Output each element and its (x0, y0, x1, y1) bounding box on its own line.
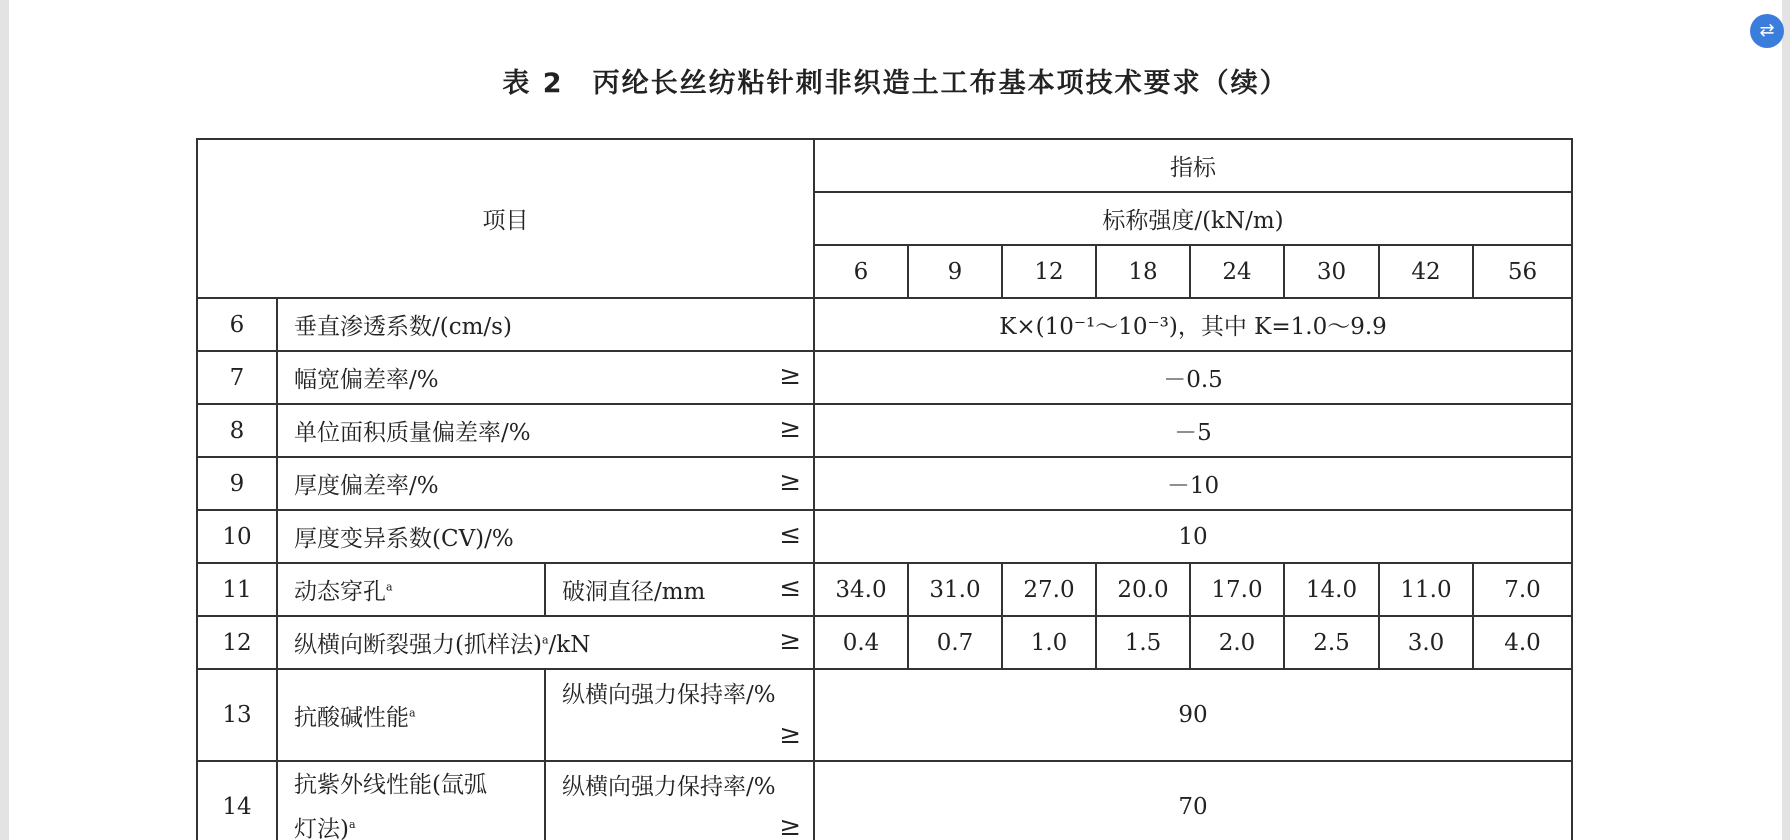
strength-value: 9 (908, 245, 1002, 298)
table-row (197, 616, 1572, 669)
table-row (197, 404, 1572, 457)
item-cell (277, 351, 814, 404)
footnote-mark: a (348, 817, 356, 831)
value-cell: 7.0 (1473, 563, 1572, 616)
item-name: 动态穿孔 (294, 579, 386, 605)
item-name: 抗酸碱性能 (294, 704, 409, 731)
table-row (197, 510, 1572, 563)
item-cell (277, 669, 545, 761)
inequality-sign: ≥ (779, 812, 801, 840)
sub-item-cell (545, 761, 814, 840)
value-cell: 34.0 (814, 563, 908, 616)
table-row (197, 457, 1572, 510)
row-value: －5 (814, 404, 1572, 457)
item-name: 垂直渗透系数/(cm/s) (277, 298, 814, 351)
item-cell (277, 457, 814, 510)
row-number: 10 (197, 510, 277, 563)
strength-value: 30 (1284, 245, 1379, 298)
row-number: 14 (197, 761, 277, 840)
strength-value: 12 (1002, 245, 1096, 298)
strength-value: 24 (1190, 245, 1284, 298)
row-number: 7 (197, 351, 277, 404)
value-cell: 1.0 (1002, 616, 1096, 669)
footnote-mark: a (386, 580, 393, 594)
inequality-sign: ≥ (779, 361, 801, 391)
item-cell (277, 510, 814, 563)
item-name: 纵横向断裂强力(抓样法) (294, 632, 542, 658)
strength-value: 56 (1473, 245, 1572, 298)
sub-item-name: 破洞直径/mm (562, 579, 706, 605)
row-number: 6 (197, 298, 277, 351)
sub-item-name: 纵横向强力保持率/% (562, 774, 776, 800)
item-cell (277, 563, 545, 616)
row-number: 12 (197, 616, 277, 669)
header-row (197, 139, 1572, 192)
strength-header: 标称强度/(kN/m) (814, 192, 1572, 245)
value-cell: 14.0 (1284, 563, 1379, 616)
item-unit: /kN (548, 632, 591, 658)
value-cell: 0.4 (814, 616, 908, 669)
inequality-line (562, 807, 813, 840)
table-row (197, 669, 1572, 761)
table-row (197, 298, 1572, 351)
value-cell: 3.0 (1379, 616, 1473, 669)
spec-table (196, 138, 1573, 840)
value-cell: 20.0 (1096, 563, 1190, 616)
table-title: 表 2 丙纶长丝纺粘针刺非织造土工布基本项技术要求（续） (502, 68, 1289, 99)
value-cell: 2.5 (1284, 616, 1379, 669)
value-cell: 2.0 (1190, 616, 1284, 669)
value-cell: 17.0 (1190, 563, 1284, 616)
item-cell (277, 404, 814, 457)
item-header: 项目 (197, 139, 814, 298)
strength-value: 18 (1096, 245, 1190, 298)
inequality-line (562, 715, 813, 755)
inequality-sign: ≥ (779, 626, 801, 656)
inequality-sign: ≥ (779, 467, 801, 497)
item-name: 抗紫外线性能(氙弧 (294, 771, 487, 798)
value-cell: 1.5 (1096, 616, 1190, 669)
row-number: 11 (197, 563, 277, 616)
row-number: 8 (197, 404, 277, 457)
value-cell: 27.0 (1002, 563, 1096, 616)
strength-value: 42 (1379, 245, 1473, 298)
inequality-sign: ≥ (779, 414, 801, 444)
value-cell: 31.0 (908, 563, 1002, 616)
table-row (197, 351, 1572, 404)
item-name: 厚度变异系数(CV)/% (294, 526, 514, 552)
table-row (197, 563, 1572, 616)
row-value: －10 (814, 457, 1572, 510)
inequality-sign: ≥ (779, 720, 801, 750)
sub-item-cell (545, 563, 814, 616)
table-row (197, 761, 1572, 840)
row-value: K×(10⁻¹～10⁻³)，其中 K=1.0～9.9 (814, 298, 1572, 351)
sub-item-cell (545, 669, 814, 761)
footnote-mark: a (409, 705, 416, 719)
sub-item-name: 纵横向强力保持率/% (562, 682, 776, 708)
value-cell: 11.0 (1379, 563, 1473, 616)
document-page (9, 0, 1782, 840)
strength-value: 6 (814, 245, 908, 298)
item-name: 单位面积质量偏差率/% (294, 420, 531, 446)
footnote-mark: a (541, 633, 549, 647)
item-name-line2: 灯法)$^a$ (294, 816, 356, 840)
indicator-header: 指标 (814, 139, 1572, 192)
value-cell: 4.0 (1473, 616, 1572, 669)
translate-icon[interactable]: ⇄ (1750, 14, 1784, 48)
row-value: 10 (814, 510, 1572, 563)
row-number: 9 (197, 457, 277, 510)
item-name: 幅宽偏差率/% (294, 367, 439, 393)
row-value: 70 (814, 761, 1572, 840)
item-cell (277, 616, 814, 669)
row-value: 90 (814, 669, 1572, 761)
value-cell: 0.7 (908, 616, 1002, 669)
inequality-sign: ≤ (779, 573, 801, 603)
row-value: －0.5 (814, 351, 1572, 404)
item-cell (277, 761, 545, 840)
inequality-sign: ≤ (779, 520, 801, 550)
row-number: 13 (197, 669, 277, 761)
item-name: 厚度偏差率/% (294, 473, 439, 499)
